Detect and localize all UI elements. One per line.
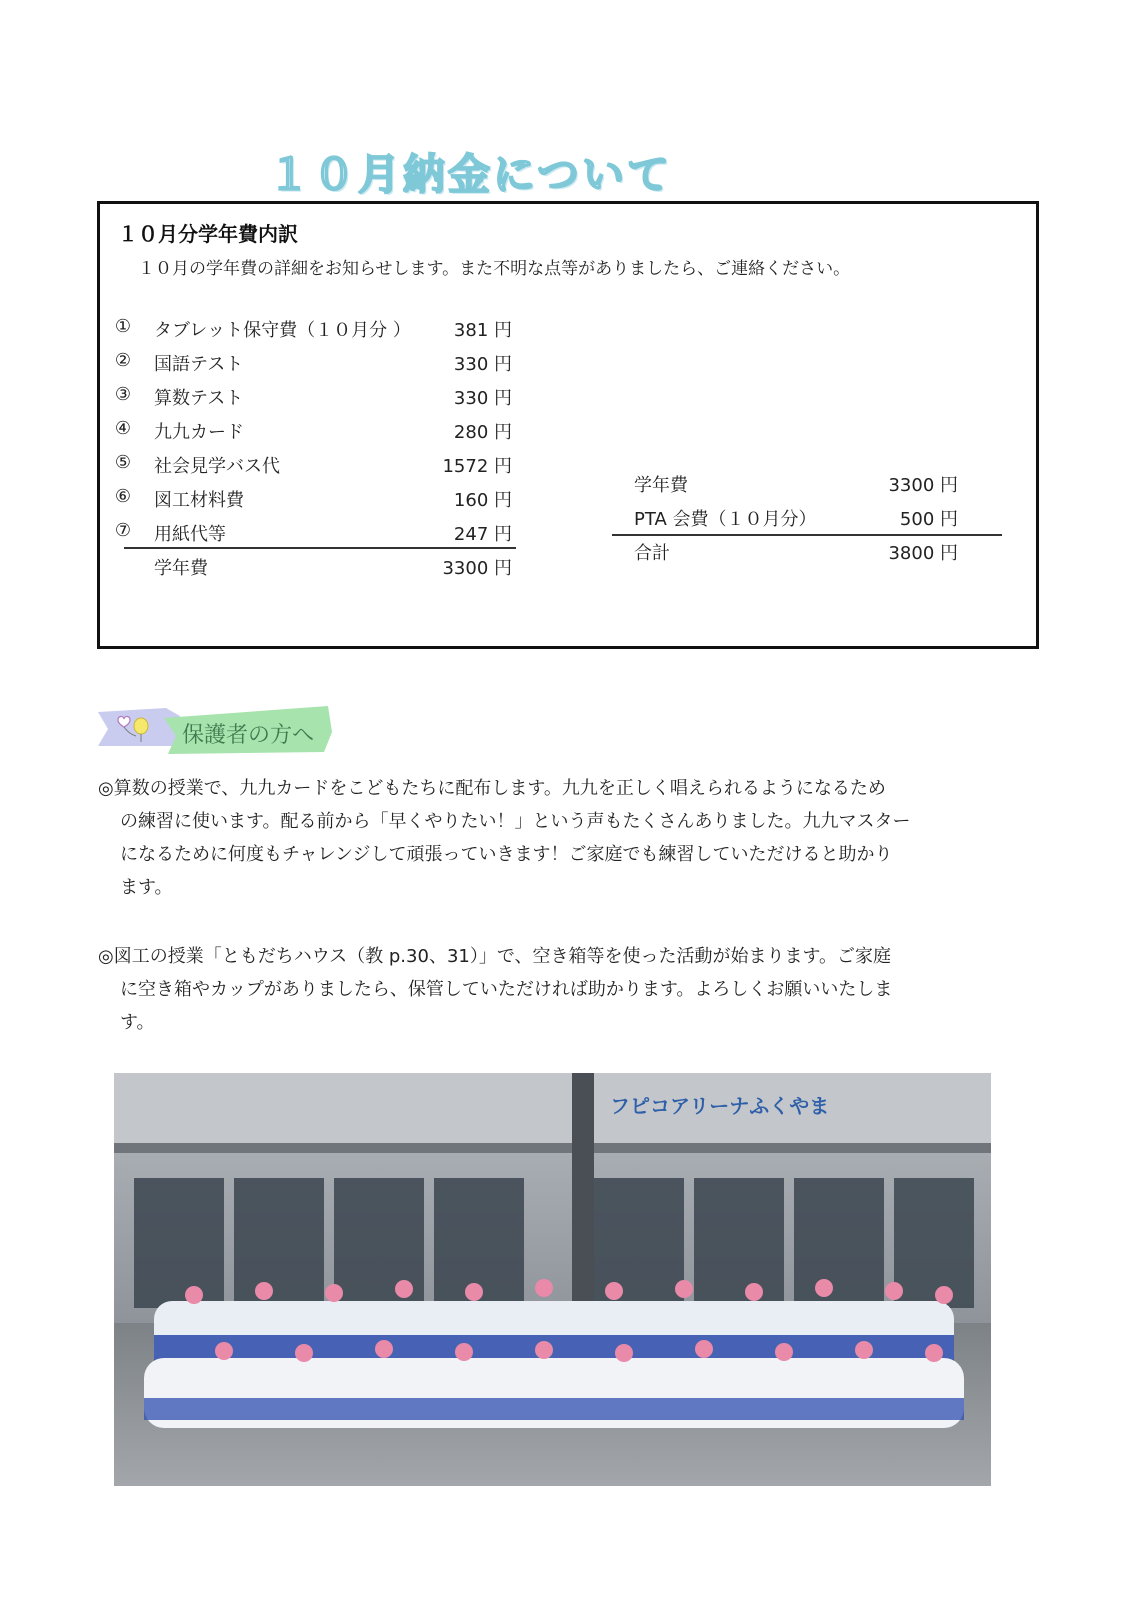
paragraph-line: の練習に使います。配る前から「早くやりたい！」という声もたくさんありました。九九マスター [120,811,911,832]
fee-item-amount: 160 円 [453,490,512,511]
fee-item-label: 用紙代等 [154,524,226,545]
paragraph-line: になるために何度もチャレンジして頑張っていきます！ご家庭でも練習していただけると助かり [120,844,893,865]
paragraph-line: ます。 [120,877,173,898]
fee-item-label: 図工材料費 [154,490,244,511]
class-group-photo [114,1073,991,1486]
fee-item-label: 算数テスト [154,388,244,409]
parents-banner [96,702,336,758]
summary-amount: 500 円 [899,509,958,530]
notice-paragraph-multiplication-cards [98,772,1018,904]
fee-item-amount: 330 円 [453,354,512,375]
fee-item-number: ⑤ [114,452,132,473]
fee-item-row [112,350,512,380]
fee-item-amount: 330 円 [453,388,512,409]
fee-item-row [112,452,512,482]
fee-item-amount: 381 円 [453,320,512,341]
paragraph-line: に空き箱やカップがありましたら、保管していただければ助かります。よろしくお願いいたしま [120,979,893,1000]
fee-item-number: ⑥ [114,486,132,507]
banner-label: 保護者の方へ [182,723,315,748]
summary-amount: 3300 円 [888,475,958,496]
fee-box-heading: １０月分学年費内訳 [118,222,298,246]
total-divider [612,534,1002,536]
fee-item-number: ② [114,350,132,371]
subtotal-divider [124,547,516,549]
total-amount: 3800 円 [888,543,958,564]
fee-item-number: ① [114,316,132,337]
summary-label: PTA 会費（１０月分） [634,509,817,530]
subtotal-label: 学年費 [154,558,208,579]
fee-item-label: 九九カード [154,422,244,443]
fee-item-label: タブレット保守費（１０月分 ） [154,320,411,341]
fee-item-label: 社会見学バス代 [154,456,280,477]
fee-item-row [112,384,512,414]
summary-row [612,471,980,501]
building-sign: フピコアリーナふくやま [610,1094,830,1118]
fee-item-row [112,520,512,550]
subtotal-row [112,554,512,584]
fee-item-amount: 247 円 [453,524,512,545]
subtotal-amount: 3300 円 [442,558,512,579]
summary-label: 学年費 [634,475,688,496]
fee-box-intro: １０月の学年費の詳細をお知らせします。また不明な点等がありましたら、ご連絡ください。 [138,259,851,279]
paragraph-line: す。 [120,1012,155,1033]
fee-item-label: 国語テスト [154,354,244,375]
building-column [572,1073,594,1303]
total-row [612,539,980,569]
fee-item-amount: 280 円 [453,422,512,443]
paragraph-line: ◎図工の授業「ともだちハウス（教 p.30、31）」で、空き箱等を使った活動が始まります。ご家庭 [98,946,892,967]
fee-item-row [112,418,512,448]
fee-item-amount: 1572 円 [442,456,512,477]
total-label: 合計 [634,543,670,564]
fee-breakdown-box [97,201,1039,649]
page-title: １０月納金について [268,150,673,199]
paragraph-line: ◎算数の授業で、九九カードをこどもたちに配布します。九九を正しく唱えられるようになるため [98,778,886,799]
summary-row [612,505,980,535]
fee-item-number: ③ [114,384,132,405]
notice-paragraph-art-class [98,940,1018,1039]
fee-item-number: ④ [114,418,132,439]
fee-item-row [112,486,512,516]
students-group [144,1279,964,1428]
fee-item-row [112,316,512,346]
fee-item-number: ⑦ [114,520,132,541]
